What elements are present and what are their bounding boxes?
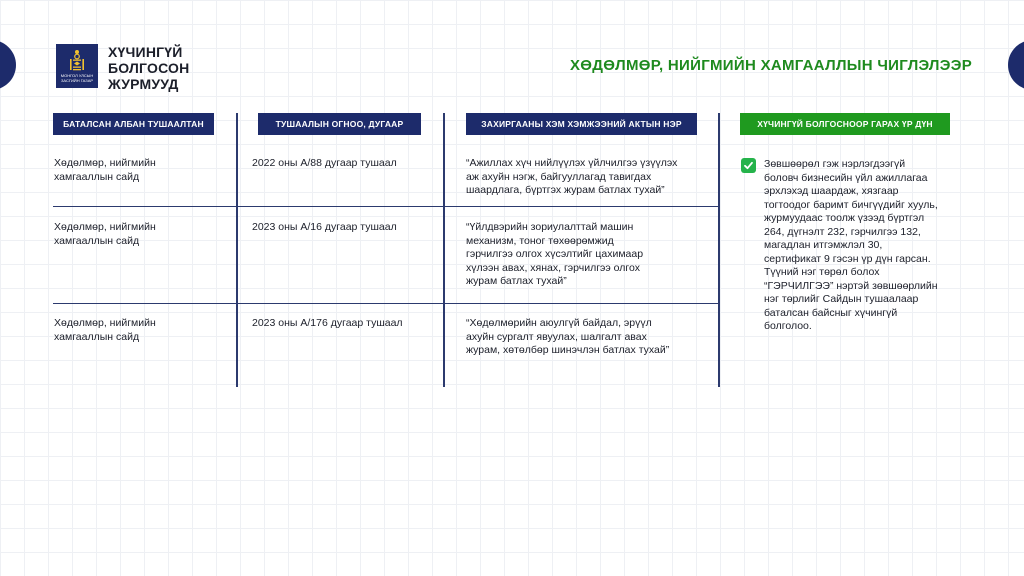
act-line: гэрчилгээ олгох хүсэлтийг цахимаар xyxy=(466,248,644,260)
official-line: Хөдөлмөр, нийгмийн xyxy=(54,157,156,169)
logo-caption-line: ЗАСГИЙН ГАЗАР xyxy=(60,77,94,83)
soyombo-emblem-icon xyxy=(66,49,88,73)
act-line: ахуйн сургалт явуулах, шалгалт авах xyxy=(466,330,647,343)
column-divider xyxy=(718,113,720,387)
act-line: шаардлага, бүртгэх журам батлах тухай” xyxy=(466,184,665,196)
official-line: хамгааллын сайд xyxy=(54,234,140,247)
row-divider xyxy=(53,206,718,207)
result-line: болголоо. xyxy=(764,320,812,332)
table-row-3-act xyxy=(466,317,669,358)
right-side-tab xyxy=(1008,40,1024,90)
brand-title xyxy=(108,44,189,92)
act-line: “Ажиллах хүч нийлүүлэх үйлчилгээ үзүүлэх xyxy=(466,157,678,169)
act-line: журам, хөтөлбөр шинэчлэн батлах тухай” xyxy=(466,344,670,356)
logo-caption-line: МОНГОЛ УЛСЫН xyxy=(60,73,94,78)
table-row-2-official xyxy=(54,221,156,248)
result-line: тогтоодог баримт бичгүүдийг хууль, xyxy=(764,198,938,211)
table-row-1-order: 2022 оны А/88 дугаар тушаал xyxy=(252,157,397,169)
page-title: ХӨДӨЛМӨР, НИЙГМИЙН ХАМГААЛЛЫН ЧИГЛЭЛЭЭР xyxy=(569,57,972,74)
row-divider xyxy=(53,303,718,304)
act-line: хүлээн авах, хянах, гэрчилгээ олгох xyxy=(466,261,640,274)
brand-title-line: ХҮЧИНГҮЙ xyxy=(108,44,183,60)
official-line: хамгааллын сайд xyxy=(54,170,140,183)
left-side-tab xyxy=(0,40,16,90)
header-act-name: ЗАХИРГААНЫ ХЭМ ХЭМЖЭЭНИЙ АКТЫН НЭР xyxy=(466,113,697,135)
header-result: ХҮЧИНГҮЙ БОЛГОСНООР ГАРАХ ҮР ДҮН xyxy=(740,113,950,135)
result-line: журмуудаас тоолж үзээд бүртгэл xyxy=(764,212,925,224)
result-text xyxy=(764,158,974,334)
header-official: БАТАЛСАН АЛБАН ТУШААЛТАН xyxy=(53,113,214,135)
result-line: эрхлэхэд шаардаж, хязгаар xyxy=(764,185,899,197)
brand-title-line: БОЛГОСОН xyxy=(108,60,190,76)
result-line: сертификат 9 гэсэн үр дүн гарсан. xyxy=(764,252,931,265)
result-line: нэг төрлийг Сайдын тушаалаар xyxy=(764,293,919,305)
checkmark-icon xyxy=(741,158,756,173)
official-line: Хөдөлмөр, нийгмийн xyxy=(54,317,156,329)
official-line: хамгааллын сайд xyxy=(54,330,140,343)
act-line: аж ахуйн нэгж, байгууллагад тавигдах xyxy=(466,170,652,183)
table-row-3-order: 2023 оны А/176 дугаар тушаал xyxy=(252,317,403,329)
result-line: Түүний нэг төрөл болох xyxy=(764,266,880,278)
table-row-1-act xyxy=(466,157,677,198)
result-line: Зөвшөөрөл гэж нэрлэгдээгүй xyxy=(764,158,906,170)
result-line: “ГЭРЧИЛГЭЭ” нэртэй зөвшөөрлийн xyxy=(764,279,938,292)
result-line: 264, дүгнэлт 232, гэрчилгээ 132, xyxy=(764,225,921,238)
logo-caption xyxy=(61,74,93,83)
table-row-1-official xyxy=(54,157,156,184)
result-line: магадлан итгэмжлэл 30, xyxy=(764,239,883,251)
act-line: журам батлах тухай” xyxy=(466,275,567,287)
government-logo xyxy=(56,44,98,88)
table-row-2-order: 2023 оны А/16 дугаар тушаал xyxy=(252,221,397,233)
act-line: “Үйлдвэрийн зориулалттай машин xyxy=(466,221,634,233)
column-divider xyxy=(236,113,238,387)
header-order: ТУШААЛЫН ОГНОО, ДУГААР xyxy=(258,113,421,135)
act-line: “Хөдөлмөрийн аюулгүй байдал, эрүүл xyxy=(466,317,652,329)
act-line: механизм, тоног төхөөрөмжид xyxy=(466,234,614,247)
result-line: баталсан байсныг хүчингүй xyxy=(764,306,898,319)
table-row-2-act xyxy=(466,221,643,289)
column-divider xyxy=(443,113,445,387)
result-line: боловч бизнесийн үйл ажиллагаа xyxy=(764,171,928,184)
brand-title-line: ЖУРМУУД xyxy=(108,76,179,92)
table-row-3-official xyxy=(54,317,156,344)
official-line: Хөдөлмөр, нийгмийн xyxy=(54,221,156,233)
